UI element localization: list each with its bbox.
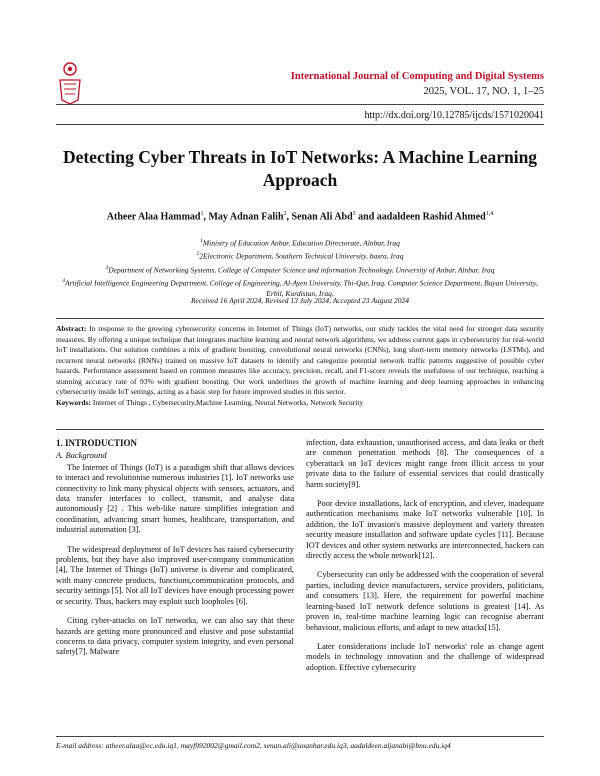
email-footnote: E-mail address: atheer.alaa@ec.edu.iq1, mayf992002@gmail.com2, senan.ali@uoanbar.edu.iq3, aadaldeen.aljanabi@bnu.edu.iq4 xyxy=(56,741,451,750)
author-name: aadaldeen Rashid Ahmed xyxy=(376,211,486,223)
affiliation-item xyxy=(56,249,544,262)
abstract-paragraph xyxy=(56,324,544,398)
affiliation-item xyxy=(56,263,544,276)
body-paragraph: Poor device installations, lack of encryption, and clever, inadequate authentication mechanisms make IoT networks vulnerable [10]. In addition, the IoT invasion's massive deployment and variety threaten security measure installation and software update cycles [11]. Because IOT devices and other system networks are interconnected, hackers can directly access the whole network[12]. xyxy=(306,499,544,561)
right-column xyxy=(306,438,544,682)
body-paragraph: The widespread deployment of IoT devices has raised cybersecurity problems, but they have also improved user-company communication [4]. The Internet of Things (IoT) universe is diverse and complicated, with many concrete products, functions,communication protocols, and security settings [5]. Not all IoT devices have enough processing power or security. Thus, hackers may exploit such loopholes [6]. xyxy=(56,544,294,606)
abstract-label: Abstract: xyxy=(56,324,87,333)
body-paragraph: Later considerations include IoT networks' role as change agent models in technology innovation and the challenge of widespread adoption. Effective cybersecurity xyxy=(306,641,544,672)
abstract-text: In response to the growing cybersecurity concerns in Internet of Things (IoT) networks, our study tackles the vital need for stronger data security measures. By offering a unique technique that integrates machine learning and neural network algorithms, we address current gaps in cybersecurity for real-world IoT installations. Our solution combines a mix of gradient boosting, convolutional neural networks (CNNs), long short-term memory networks (LSTMs), and recurrent neural networks (RNNs) trained on massive IoT datasets to identify and categorize potential network traffic patterns suggestive of possible cyber hazards. Performance assessment based on common measures like accuracy, precision, recall, and F1-score reveals the usefulness of our technique, reaching a stunning accuracy rate of 93% with gradient boosting. Our work underlines the growth of machine learning and deep learning approaches in enhancing cybersecurity inside IoT settings, acting as a basic step for future improved studies in this sector. xyxy=(56,324,545,396)
abstract-rule-bottom xyxy=(56,429,544,430)
body-paragraph: Citing cyber-attacks on IoT networks, we can also say that these hazards are getting more pronounced and elusive and pose substantial concerns to data privacy, computer system integrity, and even personal safety[7]. Malware xyxy=(56,616,294,657)
author-name: Senan Ali Abd xyxy=(291,211,353,223)
author-name: Atheer Alaa Hammad xyxy=(106,211,201,223)
affiliation-text: Department of Networking Systems, College of Computer Science and information Technology, University of Anbar, Alnbar, Iraq xyxy=(108,265,495,275)
affiliation-text: Ministry of Education Anbar, Education Directorate, Alnbar, Iraq xyxy=(202,238,400,248)
submission-dates: Received 16 April 2024, Revised 13 July 2024, Accepted 23 August 2024 xyxy=(190,296,410,305)
abstract-rule-top xyxy=(56,318,544,319)
affiliation-list xyxy=(56,236,544,300)
left-column xyxy=(56,438,294,682)
affiliation-mark: 3 xyxy=(105,264,109,271)
body-columns xyxy=(56,438,544,682)
doi-link[interactable]: http://dx.doi.org/10.12785/ijcds/1571020041 xyxy=(364,110,544,121)
paper-title: Detecting Cyber Threats in IoT Networks: A Machine Learning Approach xyxy=(62,147,538,190)
header-rule-top xyxy=(56,104,544,105)
journal-logo-icon xyxy=(56,60,84,106)
author-affiliation-mark: 2 xyxy=(283,211,287,217)
affiliation-text: Artificial Intelligence Engineering Department, College of Engineering, Al-Ayen University, Thi-Qar, Iraq. Computer Science Department, Bayan University, Erbil, Kurdistan, Iraq, xyxy=(65,278,538,299)
affiliation-mark: 4 xyxy=(62,277,66,284)
author-affiliation-mark: 3 xyxy=(352,211,356,217)
body-paragraph: infection, data exhaustion, unauthorised access, and data leaks or theft are common penetration methods [8]. The consequences of a cyberattack on IoT devices might range from illicit access to your private data to the failure of essential services that could drastically harm society[9]. xyxy=(306,438,544,489)
journal-name: International Journal of Computing and Digital Systems xyxy=(290,71,544,82)
journal-volume: 2025, VOL. 17, NO. 1, 1–25 xyxy=(423,86,544,97)
affiliation-mark: 2 xyxy=(196,251,200,258)
keywords-text: Internet of Things , Cybersecurity,Machine Learning, Neural Networks, Network Security xyxy=(92,397,364,407)
journal-info xyxy=(291,70,544,98)
author-list: Atheer Alaa Hammad$^1$, May Adnan Falih$^2$, Senan Ali Abd$^3$ and aadaldeen Rashid Ahmed$^{1,4}$ xyxy=(106,211,494,223)
header-rule-bottom xyxy=(56,124,544,125)
author-name: May Adnan Falih xyxy=(208,211,284,223)
body-paragraph: The Internet of Things (IoT) is a paradigm shift that allows devices to interact and revolutionise numerous industries [1]. IoT networks use connectivity to link many physical objects with sensors, actuators, and data transfer interfaces to collect, transmit, and analyse data autonomously [2] . This web-like nature simplifies integration and coordination, advancing smart homes, healthcare, transportation, and industrial automation [3]. xyxy=(56,462,294,535)
keywords-line xyxy=(56,398,544,409)
affiliation-item xyxy=(56,236,544,249)
keywords-label: Keywords: xyxy=(56,397,91,407)
author-affiliation-mark: 1 xyxy=(200,211,204,217)
section-heading: 1. INTRODUCTION xyxy=(56,438,138,448)
abstract-block xyxy=(56,324,544,408)
author-affiliation-mark: 1,4 xyxy=(485,211,494,217)
affiliation-text: 2Electronic Department, Southern Technical University, basra, Iraq xyxy=(199,251,404,261)
body-paragraph: Cybersecurity can only be addressed with the cooperation of several parties, including device manufacturers, service providers, politicians, and consumers [13]. Here, the requirement for powerful machine learning-based IoT network defence solutions is greatest [14]. As proven in, real-time machine learning logic can recognise aberrant behaviour, malicious efforts, and adapt to new attacks[15]. xyxy=(306,570,544,632)
footer-rule xyxy=(56,736,544,737)
affiliation-mark: 1 xyxy=(200,238,203,244)
subsection-heading: A. Background xyxy=(56,450,107,461)
